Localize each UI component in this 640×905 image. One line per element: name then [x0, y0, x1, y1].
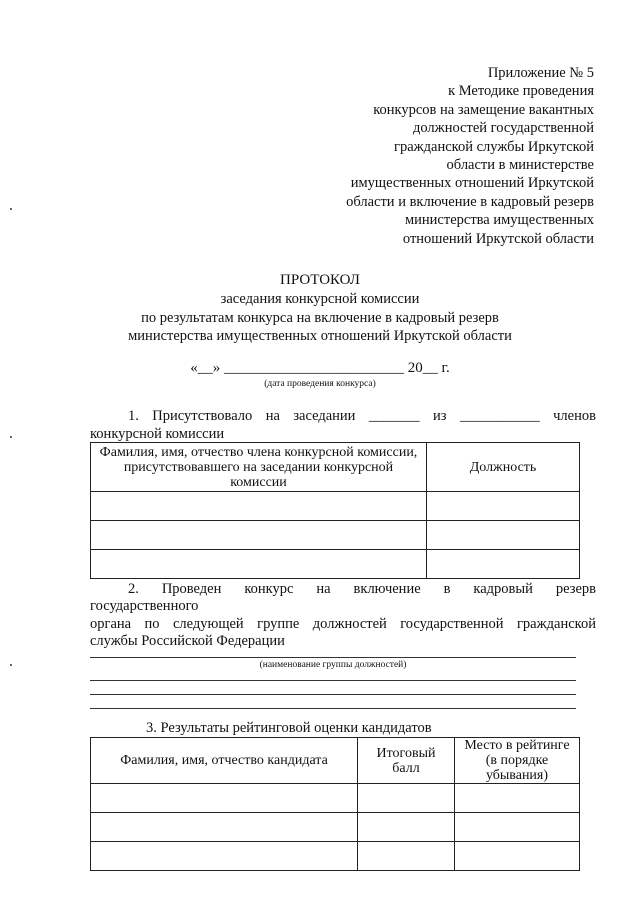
table-cell[interactable]: [358, 842, 455, 871]
table-row: [91, 492, 580, 521]
word: следующей: [172, 616, 244, 632]
subtitle-line: заседания конкурсной комиссии: [220, 291, 420, 307]
table-row: [91, 521, 580, 550]
table-row: [91, 842, 580, 871]
word: должностей: [312, 616, 387, 632]
appendix-line: конкурсов на замещение вакантных: [373, 101, 594, 118]
table-cell[interactable]: [427, 521, 580, 550]
word: гражданской: [516, 616, 596, 632]
word: 1.: [128, 408, 139, 424]
appendix-line: гражданской службы Иркутской: [394, 138, 594, 155]
table-cell[interactable]: [427, 492, 580, 521]
table-cell[interactable]: [91, 492, 427, 521]
margin-mark: [10, 208, 12, 210]
margin-mark: [10, 664, 12, 666]
table-cell[interactable]: [358, 813, 455, 842]
word: 2.: [128, 581, 139, 597]
members-position-header: Должность: [427, 443, 580, 492]
table-row: [91, 784, 580, 813]
table-cell[interactable]: [455, 784, 580, 813]
table-cell[interactable]: [427, 550, 580, 579]
section2-line2: государственного: [90, 598, 199, 614]
table-row: [91, 550, 580, 579]
appendix-line: министерства имущественных: [404, 212, 594, 229]
word: членов: [553, 408, 596, 424]
margin-mark: [10, 436, 12, 438]
word: Проведен: [161, 581, 222, 597]
word: _______: [368, 408, 420, 424]
blank-line[interactable]: [90, 708, 576, 709]
table-cell[interactable]: [91, 521, 427, 550]
appendix-line: Приложение № 5: [487, 65, 594, 81]
appendix-line: отношений Иркутской области: [402, 230, 594, 247]
members-name-header: Фамилия, имя, отчество члена конкурсной комиссии, присутствовавшего на заседании конкурсной комиссии: [91, 443, 427, 492]
word: кадровый: [473, 581, 533, 597]
word: на: [265, 408, 280, 424]
table-cell[interactable]: [91, 813, 358, 842]
table-cell[interactable]: [455, 813, 580, 842]
final-score-header: Итоговый балл: [358, 738, 455, 784]
word: в: [443, 581, 451, 597]
appendix-line: должностей государственной: [413, 120, 594, 137]
rating-place-header: Место в рейтинге (в порядке убывания): [455, 738, 580, 784]
candidate-name-header: Фамилия, имя, отчество кандидата: [91, 738, 358, 784]
position-group-caption: (наименование группы должностей): [259, 660, 407, 670]
protocol-subtitle: [0, 290, 640, 346]
date-line: «__» ________________________ 20__ г.: [190, 360, 450, 376]
blank-line[interactable]: [90, 694, 576, 695]
date-caption: (дата проведения конкурса): [264, 379, 376, 389]
word: резерв: [555, 581, 596, 597]
word: по: [144, 616, 160, 632]
appendix-header: [314, 64, 594, 248]
appendix-line: к Методике проведения: [448, 83, 594, 100]
table-cell[interactable]: [91, 550, 427, 579]
table-cell[interactable]: [358, 784, 455, 813]
appendix-line: области в министерстве: [446, 157, 594, 174]
blank-line[interactable]: [90, 680, 576, 681]
word: заседании: [293, 408, 356, 424]
rating-table: [90, 737, 580, 871]
word: включение: [353, 581, 421, 597]
word: из: [433, 408, 447, 424]
section2-line4: службы Российской Федерации: [90, 633, 285, 649]
word: органа: [90, 616, 132, 632]
table-cell[interactable]: [91, 842, 358, 871]
word: группе: [257, 616, 300, 632]
section1-line2: конкурсной комиссии: [90, 426, 225, 442]
word: Присутствовало: [152, 408, 253, 424]
section1-line: [128, 407, 596, 425]
section2-line: [128, 580, 596, 598]
section3-title: 3. Результаты рейтинговой оценки кандидатов: [146, 720, 432, 736]
appendix-line: области и включение в кадровый резерв: [346, 193, 594, 210]
table-cell[interactable]: [455, 842, 580, 871]
word: ___________: [459, 408, 540, 424]
subtitle-line: министерства имущественных отношений Иркутской области: [128, 328, 512, 344]
members-table: [90, 442, 580, 579]
blank-line[interactable]: [90, 657, 576, 658]
word: конкурс: [244, 581, 294, 597]
word: на: [316, 581, 331, 597]
word: государственной: [400, 616, 504, 632]
appendix-line: имущественных отношений Иркутской: [350, 175, 594, 192]
subtitle-line: по результатам конкурса на включение в кадровый резерв: [141, 309, 499, 326]
table-cell[interactable]: [91, 784, 358, 813]
section2-line3: [90, 615, 596, 633]
protocol-title: ПРОТОКОЛ: [280, 272, 360, 288]
table-row: [91, 813, 580, 842]
